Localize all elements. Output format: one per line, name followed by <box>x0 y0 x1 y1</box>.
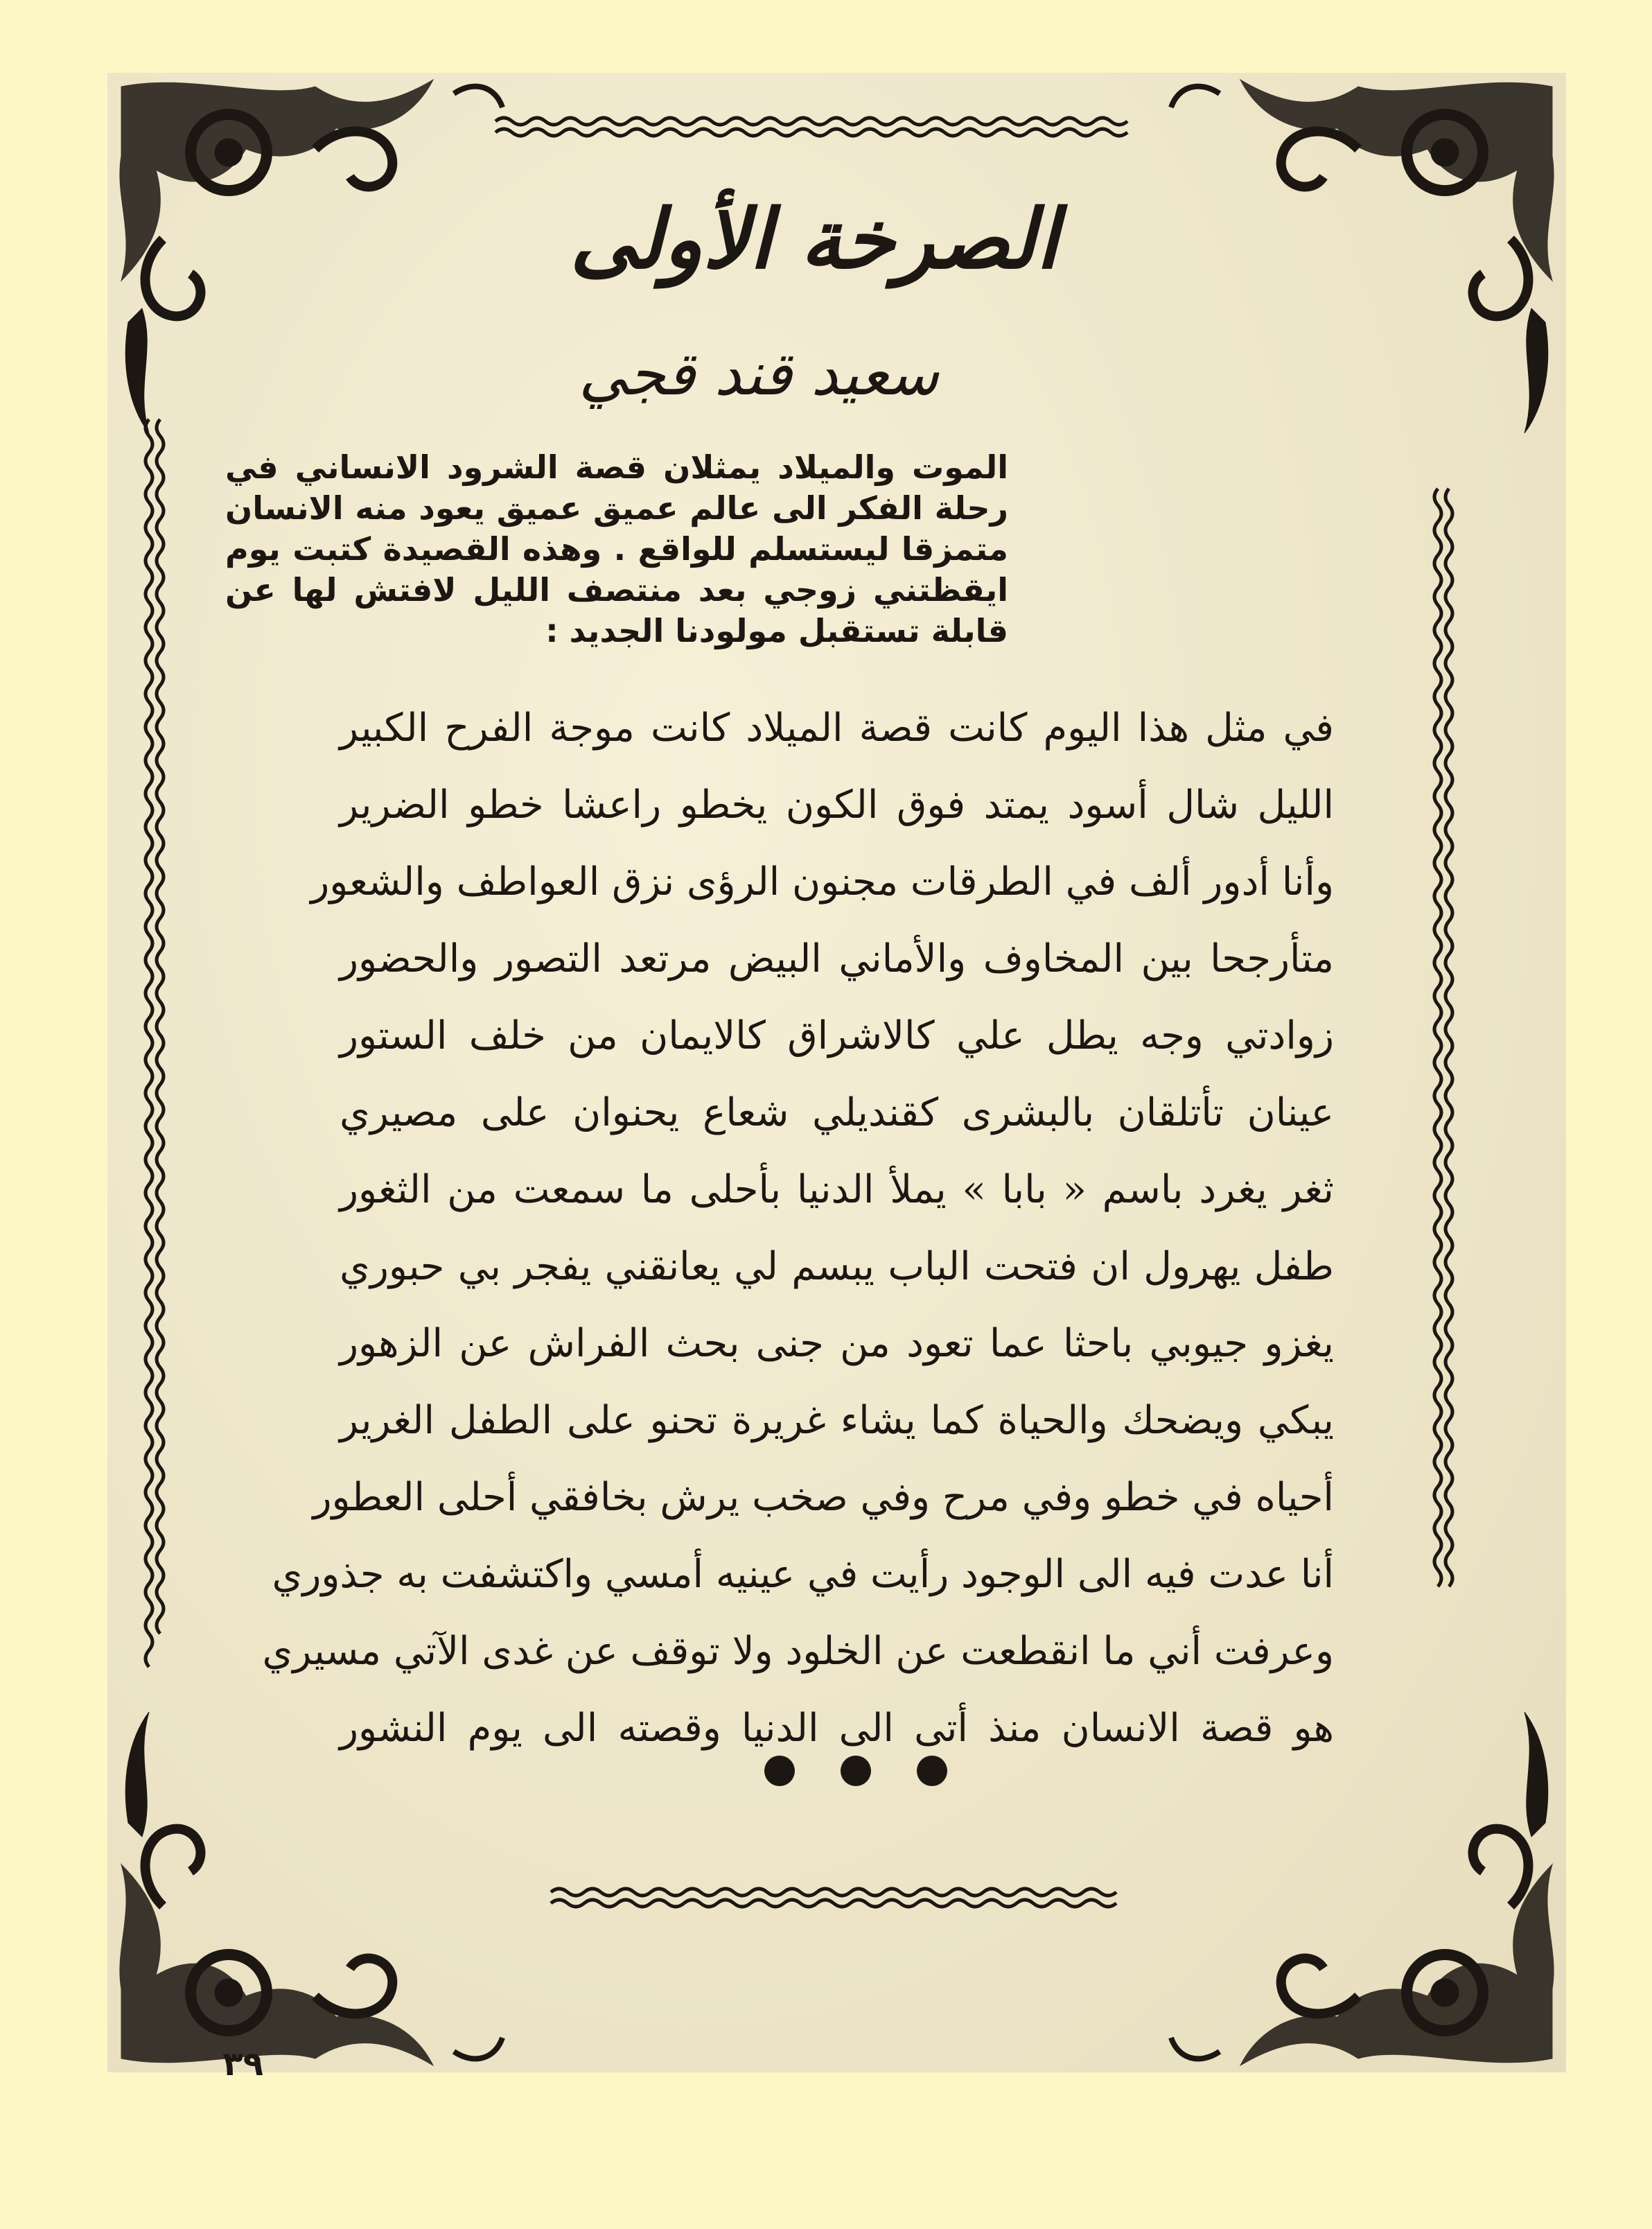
verse-line: وأنا أدور ألف في الطرقات مجنون الرؤى نزق العواطف والشعور <box>310 859 1334 904</box>
section-dots-divider <box>748 1743 963 1799</box>
verse-line: عينان تأتلقان بالبشرى كقنديلي شعاع يحنوان على مصيري <box>340 1090 1334 1135</box>
verse-line: أحياه في خطو وفي مرح وفي صخب يرش بخافقي أحلى العطور <box>313 1475 1334 1520</box>
page-number: ٣٩ <box>222 2045 263 2083</box>
top-wavy-border <box>495 118 1127 125</box>
bottom-wavy-border <box>551 1889 1116 1896</box>
verse-line: ثغر يغرد باسم « بابا » يملأ الدنيا بأحلى ما سمعت من الثغور <box>340 1167 1334 1212</box>
verse-line: زوادتي وجه يطل علي كالاشراق كالايمان من خلف الستور <box>340 1013 1334 1058</box>
verse-line: هو قصة الانسان منذ أتى الى الدنيا وقصته الى يوم النشور <box>340 1706 1334 1751</box>
poem-title: الصرخة الأولى <box>570 191 1059 287</box>
verse-line: متأرجحا بين المخاوف والأماني البيض مرتعد التصور والحضور <box>340 936 1334 981</box>
verse-line: يغزو جيوبي باحثا عما تعود من جنى بحث الفراش عن الزهور <box>340 1321 1334 1366</box>
verse-line: أنا عدت فيه الى الوجود رأيت في عينيه أمسي واكتشفت به جذوري <box>272 1552 1334 1597</box>
poem-verses <box>262 690 1334 1767</box>
verse-line: طفل يهرول ان فتحت الباب يبسم لي يعانقني يفجر بي حبوري <box>340 1244 1334 1289</box>
left-wavy-border <box>146 419 152 1667</box>
verse-line: الليل شال أسود يمتد فوق الكون يخطو راعشا خطو الضرير <box>340 783 1334 828</box>
author-signature: سعيد قند قجي <box>579 340 939 409</box>
verse-line: في مثل هذا اليوم كانت قصة الميلاد كانت موجة الفرح الكبير <box>340 706 1334 751</box>
intro-paragraph: الموت والميلاد يمثلان قصة الشرود الانساني في رحلة الفكر الى عالم عميق عميق يعود منه الانسان متمزقا ليستسلم للواقع . وهذه القصيدة كتبت يوم ايقظتني زوجي بعد منتصف الليل لافتش لها عن قابلة تستقبل مولودنا الجديد : <box>225 448 1008 649</box>
verse-line: وعرفت أني ما انقطعت عن الخلود ولا توقف عن غدى الآتي مسيري <box>262 1629 1334 1674</box>
verse-line: يبكي ويضحك والحياة كما يشاء غريرة تحنو على الطفل الغرير <box>340 1398 1334 1443</box>
scanned-page <box>107 73 1566 2083</box>
right-wavy-border <box>1434 489 1441 1586</box>
corner-ornament-top-left <box>120 80 502 433</box>
corner-ornament-top-right <box>1171 80 1554 433</box>
